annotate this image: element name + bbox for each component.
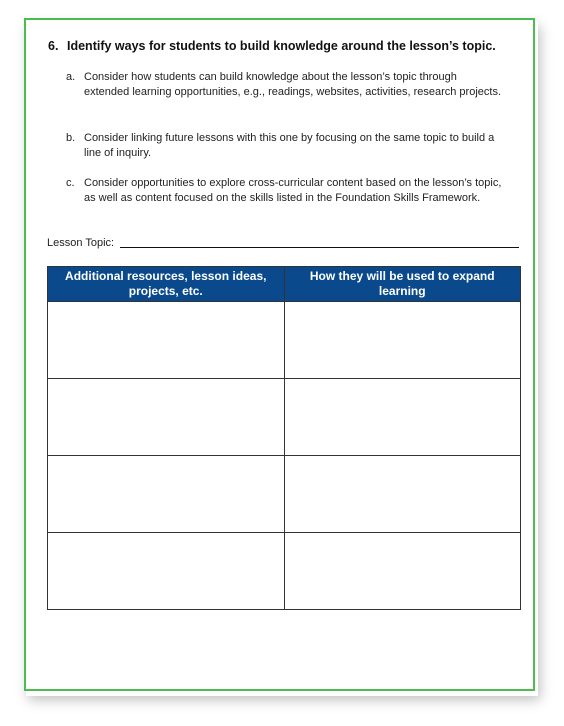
list-item-text: Consider linking future lessons with this one by focusing on the same topic to build a line of inquiry. — [84, 132, 495, 159]
lesson-topic-field[interactable] — [120, 247, 519, 248]
lesson-topic-label: Lesson Topic: — [47, 237, 115, 249]
table-row — [48, 456, 521, 533]
resource-cell[interactable] — [48, 379, 285, 456]
section-heading — [48, 38, 518, 54]
resource-cell[interactable] — [48, 533, 285, 610]
usage-cell[interactable] — [284, 379, 521, 456]
list-marker: a. — [66, 71, 76, 83]
table-row — [48, 379, 521, 456]
header-resources: Additional resources, lesson ideas, projects, etc. — [48, 267, 285, 302]
resources-table — [47, 266, 521, 610]
resource-cell[interactable] — [48, 456, 285, 533]
usage-cell[interactable] — [284, 533, 521, 610]
list-item-text: Consider how students can build knowledge about the lesson’s topic through extended learning opportunities, e.g., readings, websites, activities, research projects. — [84, 71, 502, 98]
worksheet-page — [24, 18, 535, 691]
section-title: Identify ways for students to build knowledge around the lesson’s topic. — [67, 39, 496, 53]
table-row — [48, 533, 521, 610]
usage-cell[interactable] — [284, 302, 521, 379]
table-header-row — [48, 267, 521, 302]
list-item-text: Consider opportunities to explore cross-curricular content based on the lesson’s topic, as well as content focused on the skills listed in the Foundation Skills Framework. — [84, 177, 502, 204]
usage-cell[interactable] — [284, 456, 521, 533]
resource-cell[interactable] — [48, 302, 285, 379]
table-row — [48, 302, 521, 379]
header-usage: How they will be used to expand learning — [284, 267, 521, 302]
section-number: 6. — [48, 39, 59, 53]
list-marker: b. — [66, 132, 76, 144]
list-marker: c. — [66, 177, 75, 189]
